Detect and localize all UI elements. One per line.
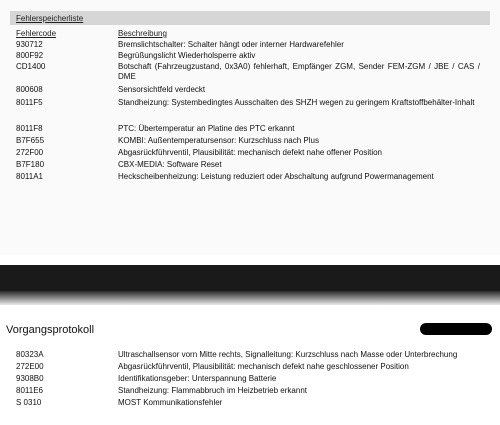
- fault-code: 800608: [16, 85, 43, 94]
- protocol-code: S 0310: [16, 398, 42, 407]
- fault-description: KOMBI: Außentemperatursensor: Kurzschluss nach Plus: [118, 136, 319, 145]
- protocol-code: 272E00: [16, 362, 44, 371]
- protocol-code: 80323A: [16, 350, 44, 359]
- protocol-code: 8011E6: [16, 386, 43, 395]
- protocol-code: 9308B0: [16, 374, 44, 383]
- protocol-description: MOST Kommunikationsfehler: [118, 398, 223, 407]
- fault-description: Botschaft (Fahrzeugzustand, 0x3A0) fehlerhaft, Empfänger ZGM, Sender FEM-ZGM / JBE / CAS / DME: [118, 62, 480, 81]
- protocol-description: Ultraschallsensor vorn Mitte rechts, Signalleitung: Kurzschluss nach Masse oder Unterbrechung: [118, 350, 458, 359]
- page-separator-band: [0, 265, 500, 291]
- protocol-description: Abgasrückführventil, Plausibilität: mechanisch defekt nahe geschlossener Position: [118, 362, 409, 371]
- protocol-description: Standheizung: Flammabbruch im Heizbetrieb erkannt: [118, 386, 307, 395]
- page-separator-shadow: [0, 291, 500, 305]
- fault-code: 930712: [16, 40, 43, 49]
- fault-list-title: Fehlerspeicherliste: [16, 14, 84, 23]
- fault-description: Heckscheibenheizung: Leistung reduziert oder Abschaltung aufgrund Powermanagement: [118, 172, 434, 181]
- fault-description: Abgasrückführventil, Plausibilität: mechanisch defekt nahe offener Position: [118, 148, 383, 157]
- fault-code: 8011F8: [16, 124, 43, 133]
- redaction-mark: [420, 323, 492, 335]
- fault-code: 272F00: [16, 148, 44, 157]
- fault-code: B7F180: [16, 160, 45, 169]
- column-header-code: Fehlercode: [16, 29, 57, 38]
- fault-description: CBX-MEDIA: Software Reset: [118, 160, 222, 169]
- fault-description: PTC: Übertemperatur an Platine des PTC erkannt: [118, 124, 295, 133]
- fault-description: Begrüßungslicht Wiederholsperre aktiv: [118, 51, 256, 60]
- fault-code: 800F92: [16, 51, 44, 60]
- fault-description: Bremslichtschalter: Schalter hängt oder interner Hardwarefehler: [118, 40, 344, 49]
- protocol-description: Identifikationsgeber: Unterspannung Batterie: [118, 374, 277, 383]
- fault-code: B7F655: [16, 136, 45, 145]
- column-header-description: Beschreibung: [118, 29, 167, 38]
- fault-code: CD1400: [16, 62, 46, 71]
- fault-code: 8011F5: [16, 98, 43, 107]
- fault-description: Sensorsichtfeld verdeckt: [118, 85, 206, 94]
- fault-code: 8011A1: [16, 172, 43, 181]
- protocol-title: Vorgangsprotokoll: [6, 324, 95, 336]
- fault-description: Standheizung: Systembedingtes Ausschalten des SHZH wegen zu geringem Kraftstoffbehälter-Inhalt: [118, 98, 475, 107]
